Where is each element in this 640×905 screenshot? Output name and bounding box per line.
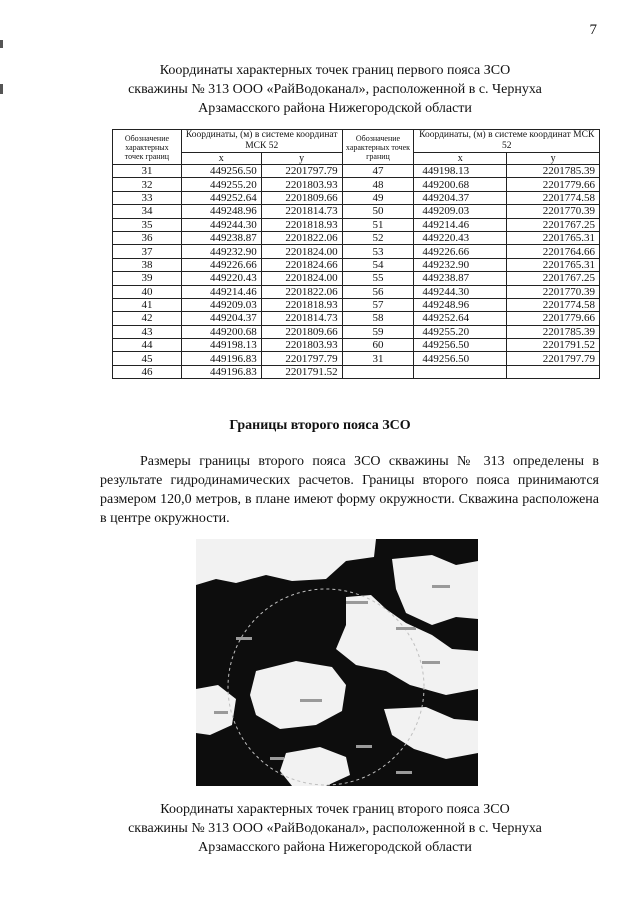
table-row [113, 258, 600, 271]
x-value-cell: 449226.66 [181, 258, 261, 271]
num-point-cell: 31 [342, 352, 414, 365]
num-point-cell: 44 [113, 339, 182, 352]
num-point-cell: 46 [113, 365, 182, 378]
scan-edge-mark [0, 84, 3, 94]
x-value-cell: 449255.20 [181, 178, 261, 191]
x-value-cell: 449238.87 [414, 272, 507, 285]
x-value-cell: 449255.20 [414, 325, 507, 338]
x-value-cell: 449252.64 [181, 191, 261, 204]
x-value-cell: 449214.46 [414, 218, 507, 231]
coordinates-table [112, 129, 600, 379]
num-point-cell: 34 [113, 205, 182, 218]
y-value-cell: 2201803.93 [261, 339, 342, 352]
y-value-cell: 2201797.79 [261, 352, 342, 365]
header-point-name: Обозначение характерных точек границ [113, 130, 182, 165]
x-value-cell: 449256.50 [414, 352, 507, 365]
num-point-cell: 39 [113, 272, 182, 285]
boundary-scheme-image [196, 539, 478, 786]
x-value-cell: 449200.68 [414, 178, 507, 191]
y-value-cell: 2201814.73 [261, 312, 342, 325]
y-value-cell: 2201791.52 [261, 365, 342, 378]
y-value-cell: 2201803.93 [261, 178, 342, 191]
x-value-cell: 449244.30 [414, 285, 507, 298]
num-point-cell: 51 [342, 218, 414, 231]
table-body [113, 165, 600, 379]
table-row [113, 272, 600, 285]
y-value-cell: 2201809.66 [261, 191, 342, 204]
table-row [113, 325, 600, 338]
header-x: x [414, 153, 507, 165]
num-point-cell: 38 [113, 258, 182, 271]
y-value-cell: 2201822.06 [261, 231, 342, 244]
x-value-cell: 449252.64 [414, 312, 507, 325]
y-value-cell: 2201818.93 [261, 298, 342, 311]
num-point-cell: 35 [113, 218, 182, 231]
title-line: Координаты характерных точек границ первого пояса ЗСО [159, 63, 511, 78]
num-point-cell: 55 [342, 272, 414, 285]
x-value-cell: 449256.50 [414, 339, 507, 352]
x-value-cell: 449198.13 [414, 165, 507, 178]
well-marker [323, 684, 329, 690]
num-point-cell [342, 365, 414, 378]
num-point-cell: 42 [113, 312, 182, 325]
header-y: y [507, 153, 600, 165]
table-row [113, 191, 600, 204]
x-value-cell: 449196.83 [181, 365, 261, 378]
table-row [113, 231, 600, 244]
y-value-cell: 2201774.58 [507, 298, 600, 311]
y-value-cell: 2201764.66 [507, 245, 600, 258]
x-value-cell: 449226.66 [414, 245, 507, 258]
num-point-cell: 58 [342, 312, 414, 325]
num-point-cell: 59 [342, 325, 414, 338]
num-point-cell: 48 [342, 178, 414, 191]
y-value-cell: 2201822.06 [261, 285, 342, 298]
x-value-cell: 449209.03 [414, 205, 507, 218]
scan-edge-mark [0, 40, 3, 48]
scheme-caption [100, 800, 570, 857]
table-row [113, 165, 600, 178]
table-row [113, 178, 600, 191]
table-row [113, 352, 600, 365]
table-row [113, 245, 600, 258]
title-line: скважины № 313 ООО «РайВодоканал», расположенной в с. Чернуха [128, 82, 542, 97]
table-row [113, 312, 600, 325]
x-value-cell [414, 365, 507, 378]
y-value-cell: 2201770.39 [507, 205, 600, 218]
y-value-cell: 2201767.25 [507, 218, 600, 231]
table-row [113, 285, 600, 298]
table-row [113, 339, 600, 352]
y-value-cell: 2201809.66 [261, 325, 342, 338]
header-coordinates: Координаты, (м) в системе координат МСК 52 [181, 130, 342, 153]
x-value-cell: 449204.37 [414, 191, 507, 204]
y-value-cell: 2201785.39 [507, 165, 600, 178]
num-point-cell: 52 [342, 231, 414, 244]
y-value-cell: 2201779.66 [507, 178, 600, 191]
y-value-cell: 2201767.25 [507, 272, 600, 285]
num-point-cell: 56 [342, 285, 414, 298]
num-point-cell: 31 [113, 165, 182, 178]
y-value-cell: 2201779.66 [507, 312, 600, 325]
y-value-cell: 2201818.93 [261, 218, 342, 231]
header-coordinates: Координаты, (м) в системе координат МСК 52 [414, 130, 600, 153]
num-point-cell: 54 [342, 258, 414, 271]
num-point-cell: 32 [113, 178, 182, 191]
header-point-name: Обозначение характерных точек границ [342, 130, 414, 165]
num-point-cell: 47 [342, 165, 414, 178]
x-value-cell: 449196.83 [181, 352, 261, 365]
y-value-cell: 2201774.58 [507, 191, 600, 204]
x-value-cell: 449214.46 [181, 285, 261, 298]
section-heading: Границы второго пояса ЗСО [229, 418, 411, 433]
num-point-cell: 57 [342, 298, 414, 311]
page-number: 7 [589, 22, 597, 38]
x-value-cell: 449232.90 [414, 258, 507, 271]
header-x: x [181, 153, 261, 165]
y-value-cell: 2201824.66 [261, 258, 342, 271]
x-value-cell: 449200.68 [181, 325, 261, 338]
y-value-cell: 2201770.39 [507, 285, 600, 298]
x-value-cell: 449248.96 [181, 205, 261, 218]
caption-line: Координаты характерных точек границ второго пояса ЗСО [160, 802, 510, 817]
scheme-graphic [196, 539, 478, 786]
x-value-cell: 449204.37 [181, 312, 261, 325]
table-row [113, 218, 600, 231]
x-value-cell: 449198.13 [181, 339, 261, 352]
caption-line: скважины № 313 ООО «РайВодоканал», расположенной в с. Чернуха [128, 821, 542, 836]
table-row [113, 365, 600, 378]
num-point-cell: 37 [113, 245, 182, 258]
num-point-cell: 33 [113, 191, 182, 204]
x-value-cell: 449256.50 [181, 165, 261, 178]
x-value-cell: 449232.90 [181, 245, 261, 258]
paragraph-text: Размеры границы второго пояса ЗСО скважины № 313 определены в результате гидродинамических расчетов. Границы второго пояса принимаются размером 120,0 метров, в плане имеют форму окружности. Скважина расположена в центре окружности. [100, 454, 599, 526]
num-point-cell: 41 [113, 298, 182, 311]
y-value-cell: 2201797.79 [261, 165, 342, 178]
table-row [113, 205, 600, 218]
x-value-cell: 449248.96 [414, 298, 507, 311]
table-title [100, 61, 570, 118]
x-value-cell: 449244.30 [181, 218, 261, 231]
num-point-cell: 36 [113, 231, 182, 244]
table-row [113, 298, 600, 311]
num-point-cell: 43 [113, 325, 182, 338]
y-value-cell: 2201765.31 [507, 258, 600, 271]
num-point-cell: 50 [342, 205, 414, 218]
y-value-cell: 2201791.52 [507, 339, 600, 352]
title-line: Арзамасского района Нижегородской области [198, 101, 472, 116]
body-paragraph [100, 452, 599, 528]
y-value-cell: 2201824.00 [261, 245, 342, 258]
caption-line: Арзамасского района Нижегородской области [198, 840, 472, 855]
num-point-cell: 53 [342, 245, 414, 258]
x-value-cell: 449220.43 [414, 231, 507, 244]
y-value-cell: 2201785.39 [507, 325, 600, 338]
x-value-cell: 449209.03 [181, 298, 261, 311]
x-value-cell: 449238.87 [181, 231, 261, 244]
y-value-cell [507, 365, 600, 378]
y-value-cell: 2201765.31 [507, 231, 600, 244]
num-point-cell: 60 [342, 339, 414, 352]
num-point-cell: 45 [113, 352, 182, 365]
y-value-cell: 2201814.73 [261, 205, 342, 218]
x-value-cell: 449220.43 [181, 272, 261, 285]
num-point-cell: 49 [342, 191, 414, 204]
num-point-cell: 40 [113, 285, 182, 298]
y-value-cell: 2201797.79 [507, 352, 600, 365]
header-y: y [261, 153, 342, 165]
y-value-cell: 2201824.00 [261, 272, 342, 285]
